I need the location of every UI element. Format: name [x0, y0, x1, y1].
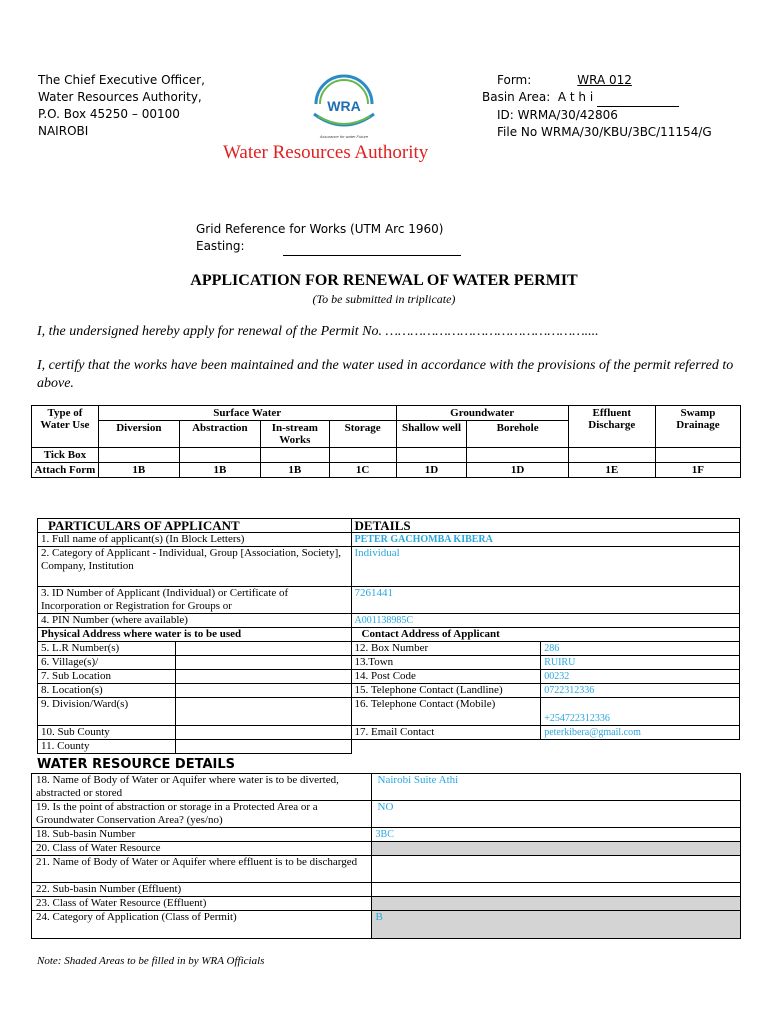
form-value: WRA 012 — [577, 73, 632, 87]
post-code-label: 14. Post Code — [351, 670, 541, 684]
mobile-label: 16. Telephone Contact (Mobile) — [351, 698, 541, 726]
basin-label: Basin Area: — [482, 90, 551, 104]
wr-question: 18. Name of Body of Water or Aquifer where water is to be diverted, abstracted or stored — [32, 774, 372, 801]
instream-header: In-stream Works — [260, 421, 329, 448]
address-line: The Chief Executive Officer, — [38, 73, 205, 87]
tick-box[interactable] — [396, 448, 467, 463]
basin-row — [482, 89, 712, 107]
landline-label: 15. Telephone Contact (Landline) — [351, 684, 541, 698]
swamp-header: Swamp Drainage — [655, 406, 740, 448]
logo-tagline: Assurance for water Future — [319, 134, 369, 139]
form-code: 1C — [329, 463, 396, 478]
wr-question: 21. Name of Body of Water or Aquifer where effluent is to be discharged — [32, 856, 372, 883]
county-label: 11. County — [38, 740, 176, 754]
address-line: P.O. Box 45250 – 00100 — [38, 107, 180, 121]
effluent-header: Effluent Discharge — [568, 406, 655, 448]
address-line: Water Resources Authority, — [38, 90, 202, 104]
lr-number-value[interactable] — [175, 642, 351, 656]
page-title: APPLICATION FOR RENEWAL OF WATER PERMIT — [190, 272, 578, 289]
basin-value: A t h i — [557, 90, 594, 104]
landline-value[interactable]: 0722312336 — [541, 684, 740, 698]
answer-full-name[interactable]: PETER GACHOMBA KIBERA — [351, 533, 739, 547]
abstraction-header: Abstraction — [179, 421, 260, 448]
box-number-value[interactable]: 286 — [541, 642, 740, 656]
renewal-statement: I, the undersigned hereby apply for renewal of the Permit No. ………………………………………….... — [37, 324, 599, 339]
page-subtitle: (To be submitted in triplicate) — [312, 292, 456, 306]
form-code: 1D — [396, 463, 467, 478]
id-line: ID: WRMA/30/42806 — [497, 108, 618, 122]
empty-cell — [351, 740, 739, 754]
wr-question: 20. Class of Water Resource — [32, 842, 372, 856]
borehole-header: Borehole — [467, 421, 568, 448]
storage-header: Storage — [329, 421, 396, 448]
wr-answer[interactable]: NO — [371, 801, 740, 828]
question-id-number: 3. ID Number of Applicant (Individual) or Certificate of Incorporation or Registration for Groups or — [38, 587, 352, 614]
tick-box[interactable] — [179, 448, 260, 463]
wr-question: 22. Sub-basin Number (Effluent) — [32, 883, 372, 897]
physical-address-header: Physical Address where water is to be used — [38, 628, 352, 642]
shallow-well-header: Shallow well — [396, 421, 467, 448]
question-pin: 4. PIN Number (where available) — [38, 614, 352, 628]
tick-box-label: Tick Box — [32, 448, 99, 463]
wr-answer-shaded — [371, 842, 740, 856]
sub-county-value[interactable] — [175, 726, 351, 740]
footnote: Note: Shaded Areas to be filled in by WRA Officials — [37, 955, 265, 967]
form-code: 1B — [179, 463, 260, 478]
village-value[interactable] — [175, 656, 351, 670]
tick-box[interactable] — [568, 448, 655, 463]
answer-id-number[interactable]: 7261441 — [351, 587, 739, 614]
details-header: DETAILS — [351, 519, 739, 533]
wr-question: 19. Is the point of abstraction or storage in a Protected Area or a Groundwater Conservation Area? (yes/no) — [32, 801, 372, 828]
tick-box[interactable] — [329, 448, 396, 463]
form-code: 1F — [655, 463, 740, 478]
division-value[interactable] — [175, 698, 351, 726]
wr-question: 18. Sub-basin Number — [32, 828, 372, 842]
diversion-header: Diversion — [98, 421, 179, 448]
tick-box[interactable] — [655, 448, 740, 463]
form-code: 1B — [260, 463, 329, 478]
easting-label: Easting: — [196, 239, 245, 253]
water-use-table — [31, 405, 741, 478]
form-code: 1B — [98, 463, 179, 478]
form-info-block — [482, 72, 712, 141]
grid-ref-label: Grid Reference for Works (UTM Arc 1960) — [196, 222, 444, 236]
logo-wordmark: WRA — [327, 98, 361, 114]
tick-box[interactable] — [467, 448, 568, 463]
email-value[interactable]: peterkibera@gmail.com — [541, 726, 740, 740]
surface-water-header: Surface Water — [98, 406, 396, 421]
sub-location-label: 7. Sub Location — [38, 670, 176, 684]
tick-box[interactable] — [98, 448, 179, 463]
town-label: 13.Town — [351, 656, 541, 670]
answer-pin[interactable]: A001138985C — [351, 614, 739, 628]
form-label: Form: — [497, 73, 532, 87]
wr-answer-shaded — [371, 897, 740, 911]
addressee-block — [38, 72, 205, 140]
address-line: NAIROBI — [38, 124, 89, 138]
question-category: 2. Category of Applicant - Individual, Group [Association, Society], Company, Institution — [38, 547, 352, 587]
question-full-name: 1. Full name of applicant(s) (In Block Letters) — [38, 533, 352, 547]
wr-answer[interactable] — [371, 856, 740, 883]
tick-box[interactable] — [260, 448, 329, 463]
wr-question: 24. Category of Application (Class of Permit) — [32, 911, 372, 939]
attach-form-label: Attach Form — [32, 463, 99, 478]
water-resource-header: WATER RESOURCE DETAILS — [37, 757, 235, 772]
basin-underline — [597, 89, 679, 107]
easting-field[interactable] — [283, 238, 461, 256]
applicant-table — [37, 518, 740, 754]
particulars-header: PARTICULARS OF APPLICANT — [38, 519, 352, 533]
wr-answer[interactable]: Nairobi Suite Athi — [371, 774, 740, 801]
form-code: 1D — [467, 463, 568, 478]
sub-location-value[interactable] — [175, 670, 351, 684]
form-number-row — [482, 72, 712, 89]
county-value[interactable] — [175, 740, 351, 754]
file-line: File No WRMA/30/KBU/3BC/11154/G — [497, 125, 712, 139]
mobile-value[interactable]: +254722312336 — [541, 698, 740, 726]
sub-county-label: 10. Sub County — [38, 726, 176, 740]
wr-answer[interactable] — [371, 883, 740, 897]
division-label: 9. Division/Ward(s) — [38, 698, 176, 726]
wra-logo — [306, 74, 382, 140]
wr-answer[interactable]: 3BC — [371, 828, 740, 842]
water-resource-table — [31, 773, 741, 939]
wr-answer-shaded: B — [371, 911, 740, 939]
org-title: Water Resources Authority — [223, 142, 429, 163]
village-label: 6. Village(s)/ — [38, 656, 176, 670]
town-value[interactable]: RUIRU — [541, 656, 740, 670]
form-code: 1E — [568, 463, 655, 478]
location-value[interactable] — [175, 684, 351, 698]
email-label: 17. Email Contact — [351, 726, 541, 740]
grid-reference — [196, 221, 461, 256]
certification-statement: I, certify that the works have been maintained and the water used in accordance with the provisions of the permit referred to above. — [37, 358, 734, 391]
answer-category[interactable]: Individual — [351, 547, 739, 587]
type-of-water-use-header: Type of Water Use — [32, 406, 99, 448]
box-number-label: 12. Box Number — [351, 642, 541, 656]
location-label: 8. Location(s) — [38, 684, 176, 698]
groundwater-header: Groundwater — [396, 406, 568, 421]
post-code-value[interactable]: 00232 — [541, 670, 740, 684]
contact-address-header: Contact Address of Applicant — [351, 628, 739, 642]
wr-question: 23. Class of Water Resource (Effluent) — [32, 897, 372, 911]
lr-number-label: 5. L.R Number(s) — [38, 642, 176, 656]
